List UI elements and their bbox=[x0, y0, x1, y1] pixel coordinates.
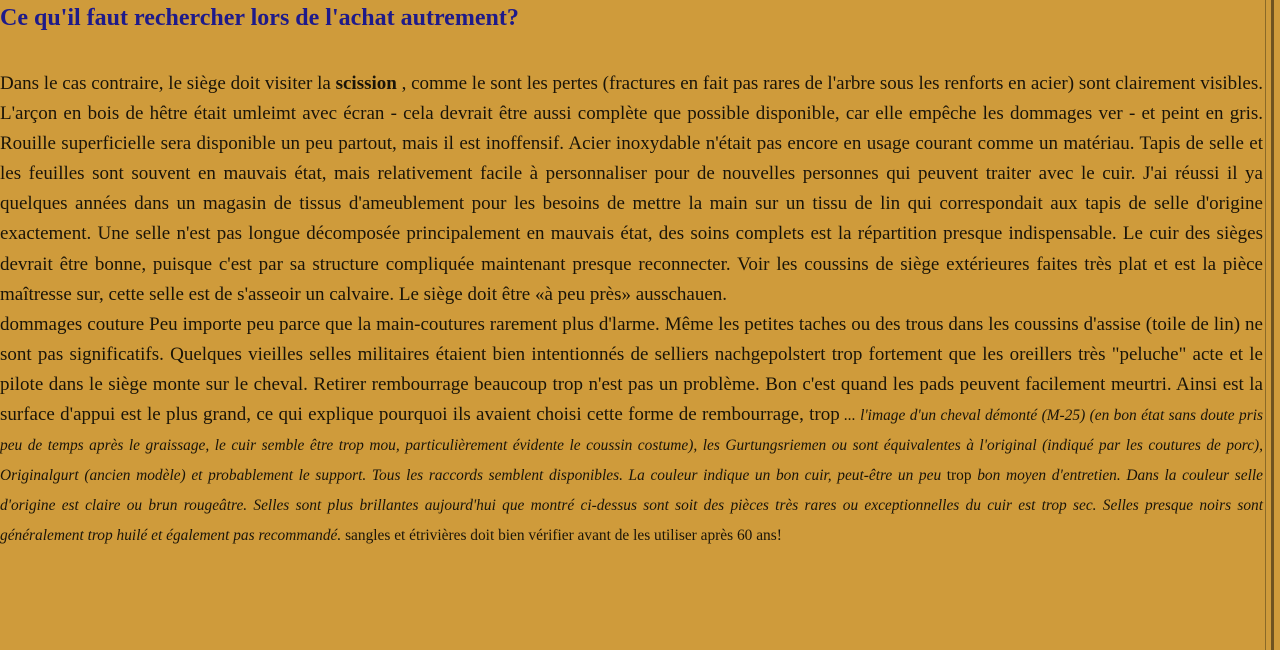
caption-text: ... l'image d'un cheval démonté (M-25) (en bon état sans doute pris peu de temps après le graissage, le cuir semble être trop mou, particulièrement évidente le coussin costume), les Gurtungsriemen ou sont équivalentes à l'original (indiqué par les coutures de porc), Originalgurt (ancien modèle) et probablement le support. Tous les raccords semblent disponibles. La couleur indique un bon cuir, peut-être un peu bbox=[0, 407, 1263, 485]
paragraph-1-rest: , comme le sont les pertes (fractures en fait pas rares de l'arbre sous les renforts en acier) sont clairement visibles. L'arçon en bois de hêtre était umleimt avec écran - cela devrait être aussi complète que possible disponible, car elle empêche les dommages ver - et peint en gris. Rouille superficielle sera disponible un peu partout, mais il est inoffensif. Acier inoxydable n'était pas encore en usage courant comme un matériau. Tapis de selle et les feuilles sont souvent en mauvais état, mais relativement facile à personnaliser pour de nouvelles personnes qui peuvent traiter avec le cuir. J'ai réussi il ya quelques années dans un magasin de tissus d'ameublement pour les besoins de mettre la main sur un tissu de lin qui correspondait aux tapis de selle d'origine exactement. Une selle n'est pas longue décomposée principalement en mauvais état, des soins complets est la répartition presque indispensable. Le cuir des sièges devrait être bonne, puisque c'est par sa structure compliquée maintenant presque reconnecter. Voir les coussins de siège extérieures faites très plat et est la pièce maîtresse sur, cette selle est de s'asseoir un calvaire. Le siège doit être «à peu près» ausschauen. bbox=[0, 73, 1264, 305]
paragraph-2: dommages couture Peu importe peu parce que la main-coutures rarement plus d'larme. Même les petites taches ou des trous dans les coussins d'assise (toile de lin) ne sont pas significatifs. Quelques vieilles selles militaires étaient bien intentionnés de selliers nachgepolstert trop fortement que les oreillers très "peluche" acte et le pilote dans le siège monte sur le cheval. Retirer rembourrage beaucoup trop n'est pas un problème. Bon c'est quand les pads peuvent facilement meurtri. Ainsi est la surface d'appui est le plus grand, ce qui explique pourquoi ils avaient choisi cette forme de rembourrage, trop bbox=[0, 313, 1263, 426]
scrollbar-track[interactable] bbox=[1271, 0, 1274, 650]
paragraph-1-start: Dans le cas contraire, le siège doit visiter la bbox=[0, 73, 336, 94]
scission-bold: scission bbox=[335, 73, 397, 94]
article-body bbox=[0, 69, 1263, 551]
page-title: Ce qu'il faut rechercher lors de l'achat autrement? bbox=[0, 5, 519, 31]
vertical-scrollbar[interactable] bbox=[1265, 0, 1280, 650]
caption-trop: trop bbox=[946, 467, 972, 485]
image-caption-italic bbox=[0, 407, 1263, 544]
caption-end: sangles et étrivières doit bien vérifier avant de les utiliser après 60 ans! bbox=[341, 527, 782, 545]
caption-text-2: bon moyen d'entretien. Dans la couleur selle d'origine est claire ou brun rougeâtre. Selles sont plus brillantes aujourd'hui que montré ci-dessus sont soit des pièces très rares ou exceptionnelles du cuir est trop sec. Selles presque noirs sont généralement trop huilé et également pas recommandé. bbox=[0, 467, 1263, 545]
